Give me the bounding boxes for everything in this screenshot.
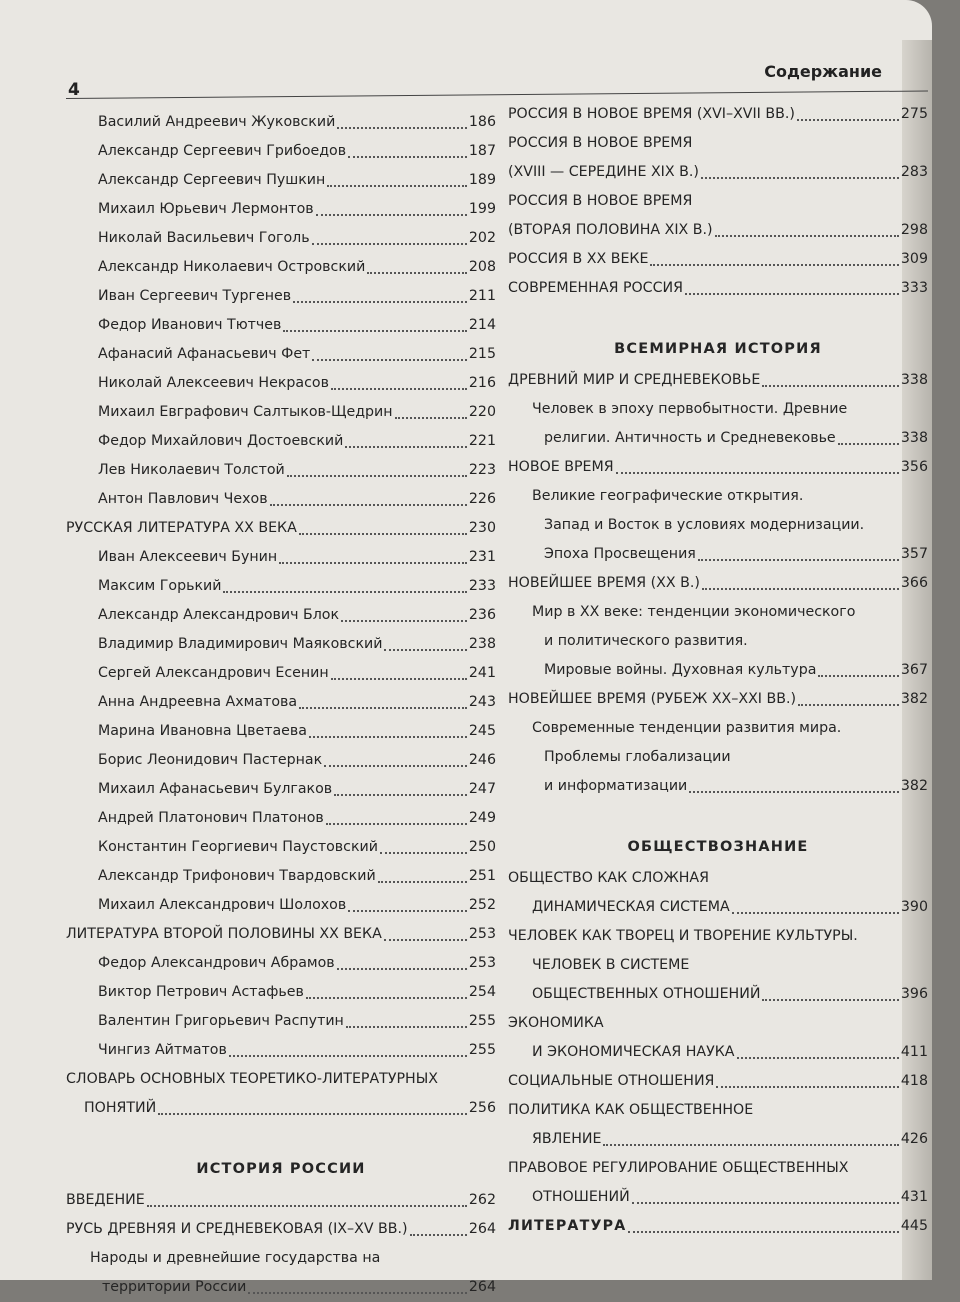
toc-entry-line[interactable]: СЛОВАРЬ ОСНОВНЫХ ТЕОРЕТИКО-ЛИТЕРАТУРНЫХ <box>66 1071 438 1087</box>
toc-entry[interactable] <box>508 980 928 1009</box>
toc-entry-title: Александр Николаевич Островский <box>98 259 366 275</box>
dot-leader <box>762 385 899 387</box>
toc-page-number: 252 <box>468 897 496 913</box>
toc-entry[interactable] <box>508 158 928 187</box>
toc-entry[interactable] <box>66 1094 496 1123</box>
toc-entry-line[interactable]: ПРАВОВОЕ РЕГУЛИРОВАНИЕ ОБЩЕСТВЕННЫХ <box>508 1160 849 1176</box>
toc-page-number: 251 <box>468 868 496 884</box>
toc-page-number: 262 <box>468 1192 496 1208</box>
toc-entry-title: и информатизации <box>544 778 688 794</box>
toc-entry[interactable] <box>66 485 496 514</box>
toc-entry[interactable] <box>66 746 496 775</box>
toc-page-number: 211 <box>468 288 496 304</box>
toc-page-number: 253 <box>468 926 496 942</box>
toc-entry-title: Александр Трифонович Твардовский <box>98 868 376 884</box>
toc-page-number: 367 <box>900 662 928 678</box>
toc-entry-title: Владимир Владимирович Маяковский <box>98 636 383 652</box>
toc-column-right <box>508 100 928 1241</box>
toc-page-number: 215 <box>468 346 496 362</box>
dot-leader <box>337 968 467 970</box>
toc-entry-title: Федор Иванович Тютчев <box>98 317 282 333</box>
dot-leader <box>716 1086 898 1088</box>
toc-page-number: 187 <box>468 143 496 159</box>
dot-leader <box>348 910 467 912</box>
toc-page-number: 357 <box>900 546 928 562</box>
dot-leader <box>147 1205 467 1207</box>
dot-leader <box>689 791 899 793</box>
dot-leader <box>698 559 899 561</box>
toc-entry-line[interactable]: Великие географические открытия. <box>532 488 804 504</box>
toc-entry-title: территории России <box>102 1279 247 1295</box>
toc-page-number: 333 <box>900 280 928 296</box>
dot-leader <box>378 881 467 883</box>
section-heading: ОБЩЕСТВОЗНАНИЕ <box>627 839 809 855</box>
dot-leader <box>685 293 899 295</box>
toc-entry-title: Антон Павлович Чехов <box>98 491 268 507</box>
dot-leader <box>158 1113 467 1115</box>
toc-entry-title: ДИНАМИЧЕСКАЯ СИСТЕМА <box>532 899 730 915</box>
toc-entry-title: ЛИТЕРАТУРА <box>508 1218 627 1234</box>
toc-entry[interactable] <box>66 717 496 746</box>
toc-entry[interactable] <box>508 1067 928 1096</box>
toc-entry[interactable] <box>66 862 496 891</box>
toc-page-number: 411 <box>900 1044 928 1060</box>
toc-page-number: 255 <box>468 1013 496 1029</box>
toc-entry-title: ОБЩЕСТВЕННЫХ ОТНОШЕНИЙ <box>532 986 761 1002</box>
toc-entry-title: Александр Сергеевич Грибоедов <box>98 143 347 159</box>
dot-leader <box>331 678 467 680</box>
toc-entry-title: Михаил Юрьевич Лермонтов <box>98 201 314 217</box>
toc-entry[interactable] <box>66 949 496 978</box>
dot-leader <box>395 417 467 419</box>
toc-entry-title: Марина Ивановна Цветаева <box>98 723 307 739</box>
dot-leader <box>603 1144 898 1146</box>
dot-leader <box>367 272 467 274</box>
toc-entry[interactable] <box>66 514 496 543</box>
toc-page-number: 382 <box>900 778 928 794</box>
toc-page-number: 223 <box>468 462 496 478</box>
toc-page-number: 246 <box>468 752 496 768</box>
dot-leader <box>348 156 467 158</box>
toc-page-number: 275 <box>900 106 928 122</box>
toc-entry-title: Александр Александрович Блок <box>98 607 340 623</box>
dot-leader <box>248 1292 467 1294</box>
dot-leader <box>312 243 467 245</box>
toc-page-number: 241 <box>468 665 496 681</box>
dot-leader <box>279 562 467 564</box>
toc-page-number: 418 <box>900 1073 928 1089</box>
toc-page-number: 338 <box>900 372 928 388</box>
toc-entry[interactable] <box>66 630 496 659</box>
toc-entry-line[interactable]: РОССИЯ В НОВОЕ ВРЕМЯ <box>508 135 693 151</box>
toc-entry-title: Лев Николаевич Толстой <box>98 462 285 478</box>
toc-page-number: 221 <box>468 433 496 449</box>
toc-page-number: 283 <box>900 164 928 180</box>
toc-entry[interactable] <box>66 137 496 166</box>
toc-entry-title: Константин Георгиевич Паустовский <box>98 839 378 855</box>
dot-leader <box>324 765 467 767</box>
dot-leader <box>326 823 467 825</box>
toc-page-number: 230 <box>468 520 496 536</box>
toc-entry[interactable] <box>508 772 928 801</box>
dot-leader <box>410 1234 467 1236</box>
toc-entry[interactable] <box>508 1125 928 1154</box>
toc-page-number: 356 <box>900 459 928 475</box>
toc-page-number: 445 <box>900 1218 928 1234</box>
dot-leader <box>380 852 467 854</box>
toc-entry[interactable] <box>66 833 496 862</box>
toc-entry-title: Иван Сергеевич Тургенев <box>98 288 292 304</box>
running-header-title: Содержание <box>764 62 882 81</box>
dot-leader <box>702 588 899 590</box>
toc-page-number: 233 <box>468 578 496 594</box>
toc-entry[interactable] <box>66 311 496 340</box>
toc-entry-title: Анна Андреевна Ахматова <box>98 694 298 710</box>
toc-entry[interactable] <box>508 216 928 245</box>
toc-entry[interactable] <box>66 166 496 195</box>
toc-page-number: 256 <box>468 1100 496 1116</box>
toc-entry-line[interactable]: Современные тенденции развития мира. <box>532 720 842 736</box>
toc-page-number: 208 <box>468 259 496 275</box>
toc-entry[interactable] <box>508 685 928 714</box>
dot-leader <box>283 330 467 332</box>
dot-leader <box>762 999 898 1001</box>
toc-page-number: 236 <box>468 607 496 623</box>
toc-entry[interactable] <box>508 274 928 303</box>
toc-entry[interactable] <box>66 891 496 920</box>
toc-section-entry[interactable] <box>508 1212 928 1241</box>
toc-entry-title: НОВЕЙШЕЕ ВРЕМЯ (XX В.) <box>508 575 700 591</box>
toc-entry[interactable] <box>66 340 496 369</box>
dot-leader <box>616 472 899 474</box>
section-gap <box>66 1123 496 1152</box>
toc-page-number: 214 <box>468 317 496 333</box>
toc-entry-title: религии. Античность и Средневековье <box>544 430 836 446</box>
toc-column-left <box>66 108 496 1302</box>
toc-entry-title: ДРЕВНИЙ МИР И СРЕДНЕВЕКОВЬЕ <box>508 372 761 388</box>
toc-page-number: 250 <box>468 839 496 855</box>
toc-entry-title: Борис Леонидович Пастернак <box>98 752 323 768</box>
toc-entry[interactable] <box>66 601 496 630</box>
toc-entry-title: Николай Васильевич Гоголь <box>98 230 310 246</box>
dot-leader <box>384 939 467 941</box>
toc-entry[interactable] <box>66 427 496 456</box>
toc-entry[interactable] <box>508 100 928 129</box>
toc-entry-title: Чингиз Айтматов <box>98 1042 227 1058</box>
toc-entry-title: ВВЕДЕНИЕ <box>66 1192 145 1208</box>
toc-entry[interactable] <box>66 1007 496 1036</box>
toc-entry-line[interactable]: ЧЕЛОВЕК В СИСТЕМЕ <box>532 957 690 973</box>
toc-entry-title: Сергей Александрович Есенин <box>98 665 329 681</box>
toc-page-number: 309 <box>900 251 928 267</box>
toc-entry[interactable] <box>66 688 496 717</box>
section-heading: ИСТОРИЯ РОССИИ <box>196 1161 366 1177</box>
toc-page-number: 199 <box>468 201 496 217</box>
toc-entry-line[interactable]: Проблемы глобализации <box>544 749 731 765</box>
header-rule <box>66 90 928 99</box>
toc-entry-title: ЛИТЕРАТУРА ВТОРОЙ ПОЛОВИНЫ XX ВЕКА <box>66 926 382 942</box>
dot-leader <box>632 1202 899 1204</box>
dot-leader <box>737 1057 899 1059</box>
dot-leader <box>818 675 899 677</box>
toc-entry[interactable] <box>66 195 496 224</box>
toc-entry[interactable] <box>66 456 496 485</box>
toc-entry[interactable] <box>508 893 928 922</box>
toc-entry[interactable] <box>508 1038 928 1067</box>
dot-leader <box>327 185 467 187</box>
toc-entry-title: ЯВЛЕНИЕ <box>532 1131 602 1147</box>
dot-leader <box>306 997 467 999</box>
toc-entry-title: Валентин Григорьевич Распутин <box>98 1013 344 1029</box>
toc-entry[interactable] <box>508 366 928 395</box>
section-gap <box>508 801 928 830</box>
toc-page-number: 366 <box>900 575 928 591</box>
dot-leader <box>384 649 466 651</box>
toc-entry[interactable] <box>66 253 496 282</box>
toc-entry[interactable] <box>66 775 496 804</box>
toc-entry[interactable] <box>66 224 496 253</box>
dot-leader <box>334 794 467 796</box>
toc-page-number: 382 <box>900 691 928 707</box>
toc-entry-line[interactable]: и политического развития. <box>544 633 748 649</box>
dot-leader <box>701 177 899 179</box>
dot-leader <box>270 504 467 506</box>
toc-entry[interactable] <box>508 1183 928 1212</box>
toc-entry-line[interactable]: Запад и Восток в условиях модернизации. <box>544 517 865 533</box>
dot-leader <box>797 119 899 121</box>
toc-entry-title: Эпоха Просвещения <box>544 546 696 562</box>
toc-page-number: 186 <box>468 114 496 130</box>
toc-entry-title: Михаил Евграфович Салтыков-Щедрин <box>98 404 393 420</box>
dot-leader <box>650 264 898 266</box>
toc-entry-title: Афанасий Афанасьевич Фет <box>98 346 311 362</box>
toc-page-number: 264 <box>468 1279 496 1295</box>
toc-entry[interactable] <box>66 978 496 1007</box>
dot-leader <box>299 533 467 535</box>
toc-entry-title: Василий Андреевич Жуковский <box>98 114 336 130</box>
toc-entry-line[interactable]: ПОЛИТИКА КАК ОБЩЕСТВЕННОЕ <box>508 1102 754 1118</box>
toc-entry-title: ПОНЯТИЙ <box>84 1100 157 1116</box>
dot-leader <box>341 620 467 622</box>
toc-entry-line[interactable]: ЭКОНОМИКА <box>508 1015 604 1031</box>
toc-entry-title: Николай Алексеевич Некрасов <box>98 375 329 391</box>
dot-leader <box>798 704 899 706</box>
toc-page-number: 249 <box>468 810 496 826</box>
section-gap <box>508 303 928 332</box>
dot-leader <box>309 736 467 738</box>
dot-leader <box>229 1055 467 1057</box>
toc-page-number: 231 <box>468 549 496 565</box>
dot-leader <box>838 443 899 445</box>
toc-entry-line[interactable]: Мир в XX веке: тенденции экономического <box>532 604 856 620</box>
toc-entry-line[interactable]: Человек в эпоху первобытности. Древние <box>532 401 848 417</box>
toc-entry-title: НОВОЕ ВРЕМЯ <box>508 459 614 475</box>
toc-entry-title: НОВЕЙШЕЕ ВРЕМЯ (РУБЕЖ XX–XXI ВВ.) <box>508 691 797 707</box>
toc-entry[interactable] <box>66 369 496 398</box>
toc-entry-title: И ЭКОНОМИЧЕСКАЯ НАУКА <box>532 1044 735 1060</box>
dot-leader <box>223 591 466 593</box>
toc-page-number: 431 <box>900 1189 928 1205</box>
toc-page-number: 255 <box>468 1042 496 1058</box>
toc-page-number: 226 <box>468 491 496 507</box>
toc-entry-title: Михаил Александрович Шолохов <box>98 897 347 913</box>
toc-entry-title: (ВТОРАЯ ПОЛОВИНА XIX В.) <box>508 222 713 238</box>
toc-page-number: 396 <box>900 986 928 1002</box>
toc-entry[interactable] <box>66 543 496 572</box>
toc-entry[interactable] <box>66 659 496 688</box>
toc-entry-title: РУССКАЯ ЛИТЕРАТУРА XX ВЕКА <box>66 520 297 536</box>
toc-entry-line[interactable]: Народы и древнейшие государства на <box>90 1250 381 1266</box>
toc-entry-title: РОССИЯ В НОВОЕ ВРЕМЯ (XVI–XVII ВВ.) <box>508 106 795 122</box>
toc-entry-title: Федор Александрович Абрамов <box>98 955 335 971</box>
toc-entry[interactable] <box>508 540 928 569</box>
toc-page-number: 202 <box>468 230 496 246</box>
toc-page-number: 253 <box>468 955 496 971</box>
toc-entry[interactable] <box>66 1186 496 1215</box>
toc-entry-title: СОВРЕМЕННАЯ РОССИЯ <box>508 280 683 296</box>
dot-leader <box>715 235 899 237</box>
toc-entry[interactable] <box>66 398 496 427</box>
toc-entry[interactable] <box>508 453 928 482</box>
toc-entry[interactable] <box>66 804 496 833</box>
toc-entry[interactable] <box>508 245 928 274</box>
toc-entry-title: Виктор Петрович Астафьев <box>98 984 304 1000</box>
dot-leader <box>316 214 467 216</box>
toc-page-number: 247 <box>468 781 496 797</box>
dot-leader <box>287 475 467 477</box>
toc-entry-title: РОССИЯ В XX ВЕКЕ <box>508 251 649 267</box>
toc-entry-title: Иван Алексеевич Бунин <box>98 549 278 565</box>
dot-leader <box>331 388 467 390</box>
toc-entry[interactable] <box>508 424 928 453</box>
dot-leader <box>732 912 899 914</box>
toc-page-number: 243 <box>468 694 496 710</box>
dot-leader <box>293 301 467 303</box>
toc-page-number: 245 <box>468 723 496 739</box>
toc-entry[interactable] <box>508 656 928 685</box>
toc-page-number: 298 <box>900 222 928 238</box>
toc-entry[interactable] <box>66 108 496 137</box>
toc-entry-title: Александр Сергеевич Пушкин <box>98 172 326 188</box>
dot-leader <box>299 707 467 709</box>
toc-page-number: 189 <box>468 172 496 188</box>
toc-entry-line[interactable]: РОССИЯ В НОВОЕ ВРЕМЯ <box>508 193 693 209</box>
page-number: 4 <box>68 80 80 100</box>
toc-entry[interactable] <box>66 1036 496 1065</box>
dot-leader <box>337 127 467 129</box>
toc-entry-title: ОТНОШЕНИЙ <box>532 1189 630 1205</box>
toc-page-number: 238 <box>468 636 496 652</box>
toc-page-number: 426 <box>900 1131 928 1147</box>
dot-leader <box>312 359 467 361</box>
toc-page-number: 390 <box>900 899 928 915</box>
toc-page-number: 264 <box>468 1221 496 1237</box>
toc-entry-title: РУСЬ ДРЕВНЯЯ И СРЕДНЕВЕКОВАЯ (IX–XV ВВ.) <box>66 1221 408 1237</box>
toc-entry[interactable] <box>66 572 496 601</box>
toc-page-number: 216 <box>468 375 496 391</box>
dot-leader <box>346 1026 467 1028</box>
toc-entry[interactable] <box>66 1273 496 1302</box>
dot-leader <box>628 1231 899 1233</box>
toc-entry-title: Федор Михайлович Достоевский <box>98 433 344 449</box>
dot-leader <box>345 446 467 448</box>
toc-page-number: 254 <box>468 984 496 1000</box>
toc-entry[interactable] <box>508 569 928 598</box>
toc-entry-title: СОЦИАЛЬНЫЕ ОТНОШЕНИЯ <box>508 1073 715 1089</box>
toc-entry-title: Михаил Афанасьевич Булгаков <box>98 781 333 797</box>
toc-entry[interactable] <box>66 1215 496 1244</box>
section-heading: ВСЕМИРНАЯ ИСТОРИЯ <box>614 341 822 357</box>
toc-entry-title: Максим Горький <box>98 578 222 594</box>
toc-entry-title: Мировые войны. Духовная культура <box>544 662 817 678</box>
toc-entry[interactable] <box>66 282 496 311</box>
toc-page-number: 338 <box>900 430 928 446</box>
toc-entry[interactable] <box>66 920 496 949</box>
toc-entry-line[interactable]: ОБЩЕСТВО КАК СЛОЖНАЯ <box>508 870 709 886</box>
toc-entry-title: Андрей Платонович Платонов <box>98 810 324 826</box>
toc-entry-title: (XVIII — СЕРЕДИНЕ XIX В.) <box>508 164 699 180</box>
toc-page-number: 220 <box>468 404 496 420</box>
toc-entry-line[interactable]: ЧЕЛОВЕК КАК ТВОРЕЦ И ТВОРЕНИЕ КУЛЬТУРЫ. <box>508 928 858 944</box>
